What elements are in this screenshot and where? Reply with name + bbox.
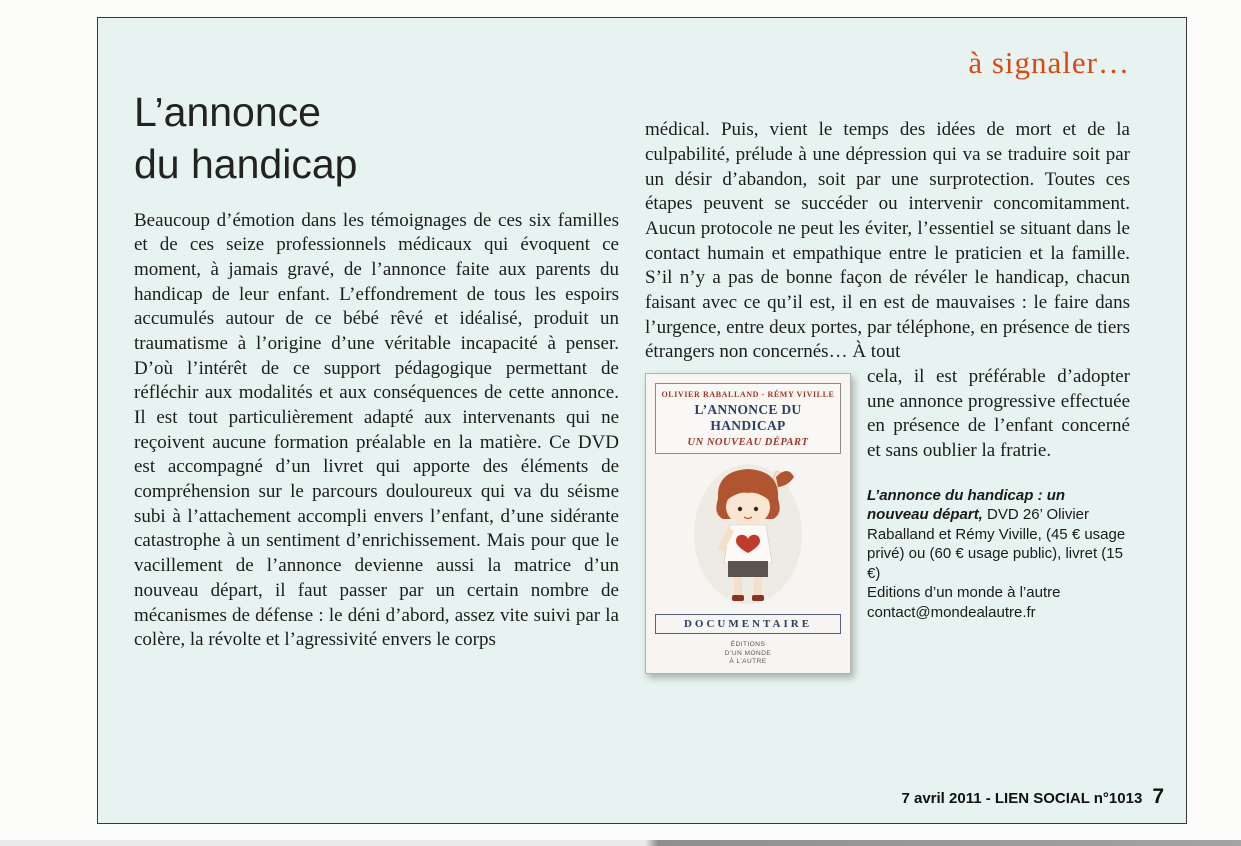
dvd-cover-header	[655, 383, 841, 454]
article-body-right-part1: médical. Puis, vient le temps des idées de mort et de la culpabilité, prélude à une dépression qui va se traduire soit par un désir d’abandon, soit par une surprotection. Toutes ces étapes peuvent se succéder ou intervenir concomitamment. Aucun protocole ne peut les éviter, l’essentiel se situant dans le contact humain et empathique entre le praticien et la famille. S’il n’y a pas de bonne façon de révéler le handicap, chacun faisant avec ce qu’il est, il en est de mauvaises : le faire dans l’urgence, entre deux portes, par téléphone, en présence de tiers étrangers non concernés… À tout	[645, 119, 1130, 363]
footer-issue-info: 7 avril 2011 - LIEN SOCIAL n°1013	[901, 790, 1143, 807]
article-body-left: Beaucoup d’émotion dans les témoignages de ces six familles et de ces seize professionnels médicaux qui évoquent ce moment, à jamais gravé, de l’annonce faite aux parents du handicap de leur enfant. L’effondrement de tous les espoirs accumulés autour de ce bébé rêvé et idéalisé, produit un traumatisme à l’origine d’une véritable incapacité à penser. D’où l’intérêt de ce support pédagogique permettant de réfléchir aux modalités et aux conséquences de cette annonce. Il est tout particulièrement adapté aux intervenants qui ne reçoivent aucune formation préalable en la matière. Ce DVD est accompagné d’un livret qui apporte des éléments de compréhension sur le parcours douloureux qui va du séisme subi à l’attachement accompli envers l’enfant, d’une sidérante catastrophe à un sentiment d’enrichissement. Mais pour que le vacillement de l’annonce devienne aussi la matrice d’un nouveau départ, il faut passer par un certain nombre de mécanismes de défense : le déni d’abord, assez vite suivi par la colère, la révolte et l’agressivité envers le corps	[134, 209, 619, 651]
publisher-logo-line-1: ÉDITIONS	[730, 641, 766, 649]
dvd-subtitle: UN NOUVEAU DÉPART	[687, 437, 809, 449]
article-title	[134, 87, 619, 190]
page-footer	[901, 785, 1164, 809]
title-line-2: du handicap	[134, 140, 358, 187]
left-column	[134, 87, 619, 678]
article-columns	[134, 87, 1130, 678]
title-line-1: L’annonce	[134, 89, 321, 136]
caption-contact-email: contact@mondealautre.fr	[867, 603, 1036, 621]
publisher-logo-line-2: D’UN MONDE	[724, 649, 772, 657]
caption-details: DVD 26’ Olivier Raballand et Rémy Viville, (45 € usage privé) ou (60 € usage public), livret (15 €)	[867, 506, 1126, 582]
caption-publisher: Editions d’un monde à l’autre	[867, 584, 1061, 602]
article-body-right-part2: cela, il est préférable d’adopter une annonce progressive effectuée en présence de l’enfant concerné et sans oublier la fratrie.	[867, 366, 1130, 462]
dvd-genre-label: DOCUMENTAIRE	[655, 614, 841, 634]
magazine-page	[97, 17, 1187, 824]
dvd-publisher-logo	[655, 641, 841, 666]
publisher-logo-line-3: À L’AUTRE	[729, 657, 767, 665]
child-illustration-icon	[688, 459, 808, 609]
dvd-cover-illustration	[655, 459, 841, 609]
right-column	[645, 87, 1130, 678]
footer-page-number: 7	[1152, 785, 1164, 808]
caption-title: L’annonce du handicap : un nouveau départ,	[867, 486, 1066, 524]
section-label: à signaler…	[968, 45, 1130, 80]
dvd-cover	[645, 373, 851, 674]
dvd-title: L’ANNONCE DU HANDICAP	[694, 402, 802, 434]
scan-artifact-strip	[0, 840, 1241, 846]
dvd-authors: OLIVIER RABALLAND - RÉMY VIVILLE	[661, 390, 835, 400]
